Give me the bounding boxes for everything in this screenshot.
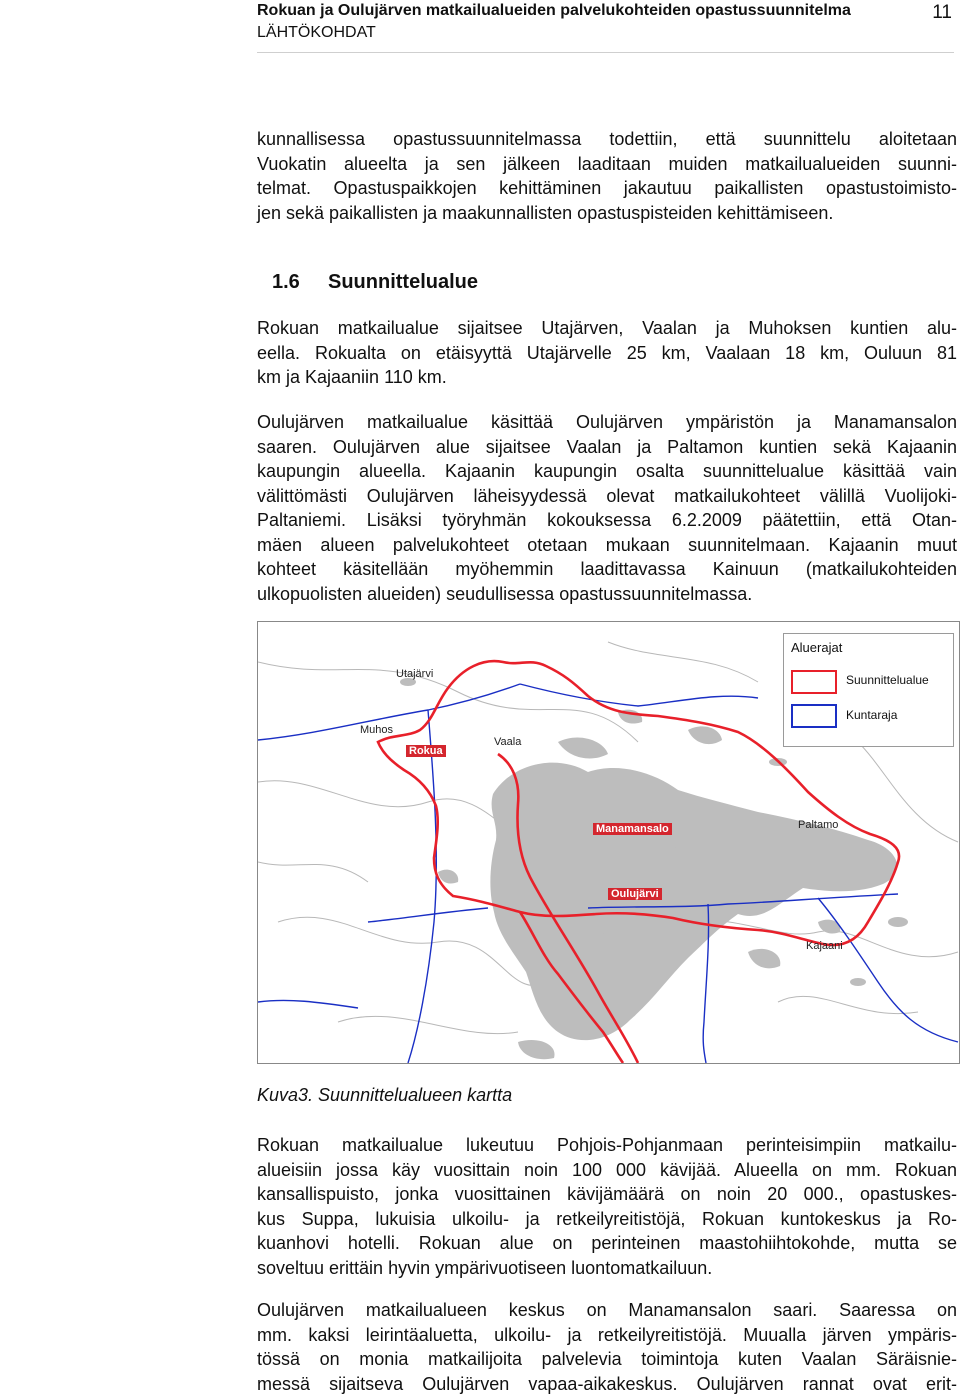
lake-shape <box>748 949 780 968</box>
visitors-paragraph <box>257 1133 957 1280</box>
text-line: jen sekä paikallisten ja maakunnallisten opastuspisteiden kehittämiseen. <box>257 201 957 226</box>
text-line: Rokuan matkailualue lukeutuu Pohjois-Pohjanmaan perinteisimpiin matkailu- <box>257 1133 957 1158</box>
text-line: alueisiin jossa käy vuosittain noin 100 000 kävijää. Alueella on mm. Rokuan <box>257 1158 957 1183</box>
text-line: mm. kaksi leirintäaluetta, ulkoilu- ja retkeilyreitistöjä. Muualla järven ympäris- <box>257 1323 957 1348</box>
lake-shape <box>688 726 722 744</box>
place-label-utajarvi: Utajärvi <box>396 668 433 680</box>
place-label-muhos: Muhos <box>360 724 393 736</box>
place-label-rokua: Rokua <box>406 745 446 757</box>
page-header <box>257 0 954 53</box>
section-heading <box>272 271 478 294</box>
oulujarvi-paragraph <box>257 410 957 606</box>
text-line: välittömästi Oulujärven läheisyydessä olevat matkailukohteet välillä Vuolijoki- <box>257 484 957 509</box>
text-line: kaupungin alueella. Kajaanin kaupungin osalta suunnittelualue käsittää vain <box>257 459 957 484</box>
text-line: Rokuan matkailualue sijaitsee Utajärven, Vaalan ja Muhoksen kuntien alu- <box>257 316 957 341</box>
lake-shape <box>518 1040 555 1059</box>
legend-swatch-municipal-border <box>791 704 837 728</box>
map-legend <box>783 633 954 747</box>
text-line: Vuokatin alueelta ja sen jälkeen laaditaan muiden matkailualueiden suunni- <box>257 152 957 177</box>
text-line: mäen alueen palvelukohteet otetaan mukaan suunnitelmaan. Kajaanin muut <box>257 533 957 558</box>
text-line: tössä on monia matkailijoita palvelevia toimintoja kuten Vaalan Säräisnie- <box>257 1347 957 1372</box>
legend-title: Aluerajat <box>791 640 842 655</box>
text-line: km ja Kajaaniin 110 km. <box>257 365 957 390</box>
text-line: saaren. Oulujärven alue sijaitsee Vaalan ja Paltamon kuntien sekä Kajaanin <box>257 435 957 460</box>
center-paragraph <box>257 1298 957 1396</box>
document-title: Rokuan ja Oulujärven matkailualueiden palvelukohteiden opastussuunnitelma <box>257 2 851 20</box>
text-line: telmat. Opastuspaikkojen kehittäminen jakautuu paikallisten opastustoimisto- <box>257 176 957 201</box>
text-line: messä sijaitseva Oulujärven vapaa-aikakeskus. Oulujärven rannat ovat erit- <box>257 1372 957 1396</box>
text-line: kuanhovi hotelli. Rokuan alue on perinteinen maastohiihtokohde, mutta se <box>257 1231 957 1256</box>
text-line: Oulujärven matkailualueen keskus on Manamansalon saari. Saaressa on <box>257 1298 957 1323</box>
text-line: ulkopuolisten alueiden) seudullisessa opastussuunnitelmassa. <box>257 582 957 607</box>
lake-shape <box>850 978 866 986</box>
text-line: kunnallisessa opastussuunnitelmassa todettiin, että suunnittelu aloitetaan <box>257 127 957 152</box>
section-title: Suunnittelualue <box>328 271 478 293</box>
lake-shape <box>888 917 908 927</box>
text-line: Paltaniemi. Lisäksi työryhmän kokouksessa 6.2.2009 päätettiin, että Otan- <box>257 508 957 533</box>
place-label-manamansalo: Manamansalo <box>593 823 672 835</box>
figure-caption: Kuva3. Suunnittelualueen kartta <box>257 1085 512 1106</box>
text-line: kansallispuisto, jonka vuosittainen kävijämäärä on noin 20 000., opastuskes- <box>257 1182 957 1207</box>
lake-shape <box>558 738 608 759</box>
place-label-paltamo: Paltamo <box>798 819 838 831</box>
place-label-oulujarvi: Oulujärvi <box>608 888 662 900</box>
place-label-vaala: Vaala <box>494 736 521 748</box>
chapter-title: LÄHTÖKOHDAT <box>257 24 376 42</box>
text-line: kohteet käsitellään myöhemmin laadittavassa Kainuun (matkailukohteiden <box>257 557 957 582</box>
page-number: 11 <box>932 2 952 24</box>
oulujarvi-lake <box>490 763 897 1041</box>
text-line: eella. Rokualta on etäisyyttä Utajärvelle 25 km, Vaalaan 18 km, Ouluun 81 <box>257 341 957 366</box>
text-line: kus Suppa, lukuisia ulkoilu- ja retkeilyreitistöjä, Rokuan kuntokeskus ja Ro- <box>257 1207 957 1232</box>
lake-shape <box>656 846 680 858</box>
text-line: soveltuu erittäin hyvin ympärivuotiseen luontomatkailuun. <box>257 1256 957 1281</box>
place-label-kajaani: Kajaani <box>806 940 843 952</box>
rokua-paragraph <box>257 316 957 390</box>
lake-shape <box>592 929 604 935</box>
legend-label-planning-area: Suunnittelualue <box>846 673 929 687</box>
intro-paragraph <box>257 127 957 225</box>
legend-swatch-planning-area <box>791 670 837 694</box>
legend-label-municipal-border: Kuntaraja <box>846 708 897 722</box>
section-number: 1.6 <box>272 271 328 294</box>
text-line: Oulujärven matkailualue käsittää Oulujärven ympäristön ja Manamansalon <box>257 410 957 435</box>
